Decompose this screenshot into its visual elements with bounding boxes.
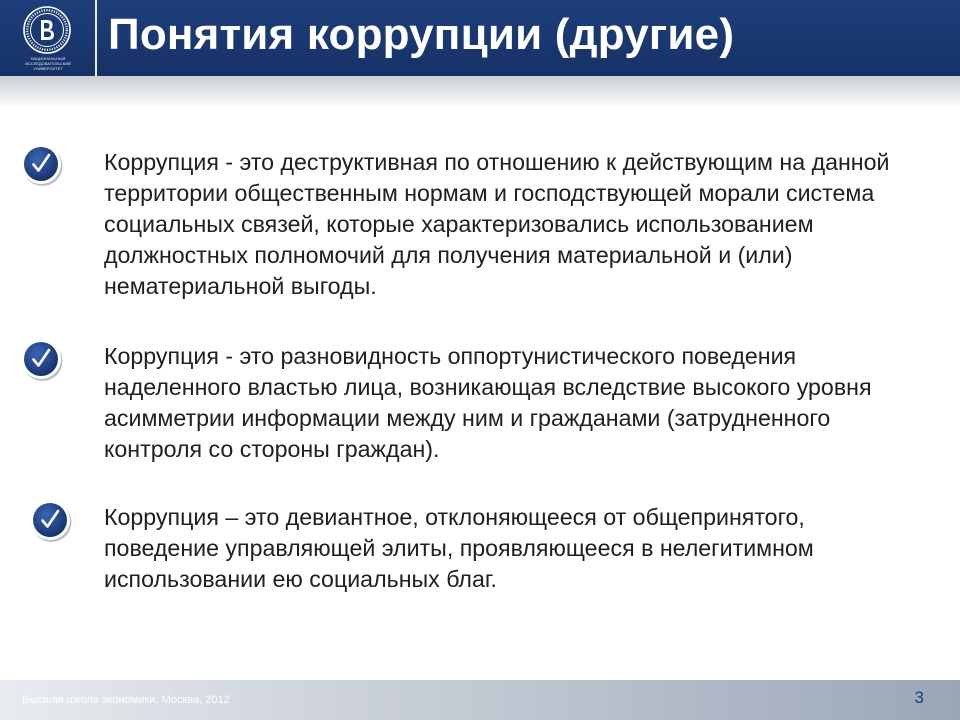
logo-caption: НАЦИОНАЛЬНЫЙ ИССЛЕДОВАТЕЛЬСКИЙ УНИВЕРСИТЕТ [25,56,71,71]
footer-caption: Высшая школа экономики, Москва, 2012 [22,694,230,706]
university-logo [0,0,95,76]
definition-text: Коррупция - это деструктивная по отношению к действующим на данной территории общественным нормам и господствующей морали система социальных связей, которые характеризовались использованием должностных полномочий для получения материальной и (или) нематериальной выгоды. [104,149,890,299]
definition-text: Коррупция – это девиантное, отклоняющееся от общепринятого, поведение управляющей элиты, проявляющееся в нелегитимном использовании ею социальных благ. [104,504,814,592]
checkmark-circle-icon [19,142,63,186]
slide-footer [0,680,960,720]
header-shadow [0,76,960,108]
slide-header [0,0,960,76]
header-divider [95,0,97,76]
slide-title: Понятия коррупции (другие) [108,10,735,59]
page-number: 3 [914,688,924,707]
definition-text: Коррупция - это разновидность оппортунистического поведения наделенного властью лица, возникающая вследствие высокого уровня асимметрии информации между ним и гражданами (затрудненного контроля со стороны граждан). [104,343,872,462]
checkmark-circle-icon [28,498,72,542]
checkmark-circle-icon [19,337,63,381]
